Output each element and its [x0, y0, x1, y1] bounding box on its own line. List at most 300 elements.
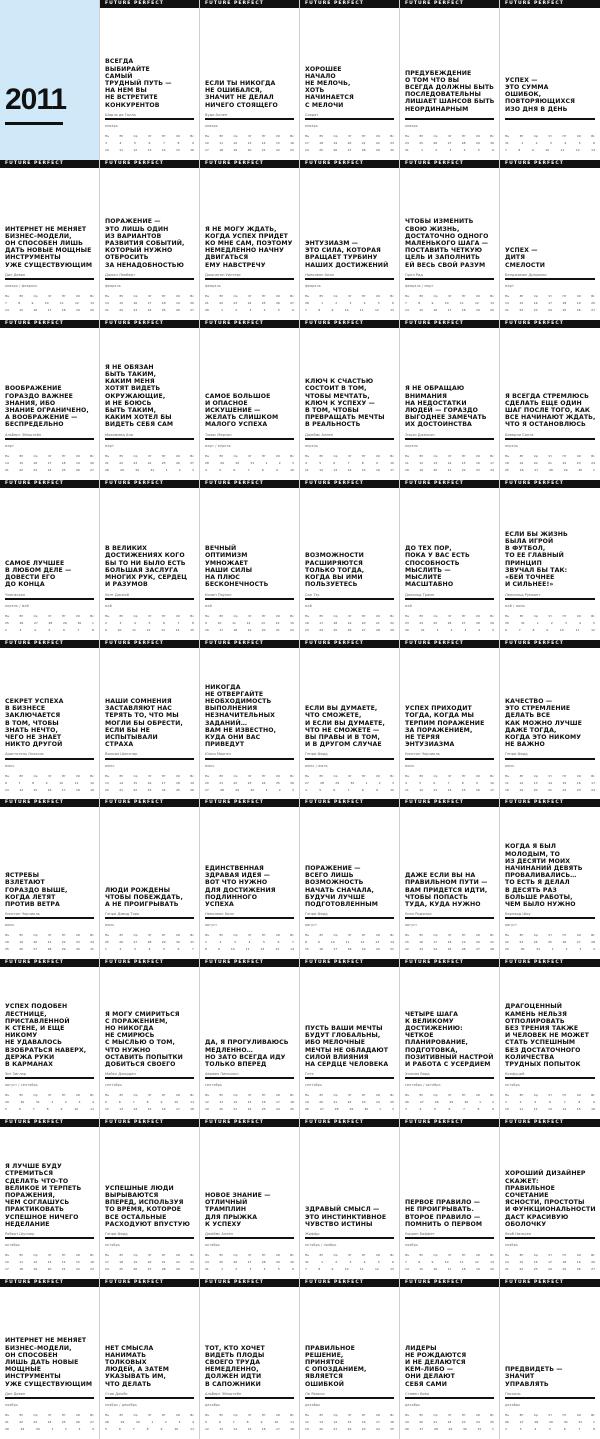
quote-card — [0, 1279, 100, 1439]
weekday-row — [405, 294, 494, 299]
day-number: 18 — [505, 460, 509, 465]
day-number: 25 — [261, 300, 266, 305]
day-number: 13 — [90, 300, 94, 305]
day-number: 30 — [35, 1427, 40, 1431]
day-number: 30 — [135, 1420, 140, 1424]
day-number: 8 — [92, 627, 94, 632]
quote-text: ЕСЛИ БЫ ЖИЗНЬ БЫЛА ИГРОЙ В ФУТБОЛ, ТО ЕЕ ГЛАВНЫЙ ПРИНЦИП ЗВУЧАЛ БЫ ТАК: «БЕЙ ТОЧНЕЕ И СИЛЬНЕЕ!» — [505, 530, 568, 589]
weekday-label: Ср — [33, 1093, 38, 1098]
day-number: 1 — [92, 620, 94, 625]
quote-author: Уилл Роджерс — [405, 912, 432, 917]
weekday-label: Ср — [533, 1253, 538, 1258]
day-number: 30 — [77, 620, 82, 625]
quote-block — [505, 1133, 596, 1236]
day-number: 31 — [505, 141, 509, 145]
weekday-label: Пт — [562, 773, 567, 778]
days-row — [105, 1420, 194, 1425]
week-calendar — [305, 774, 394, 795]
day-number: 4 — [463, 148, 466, 152]
day-number: 27 — [34, 620, 38, 625]
day-number: 8 — [177, 141, 180, 145]
brand-band: FUTURE PERFECT — [300, 640, 399, 648]
weekday-label: Пт — [461, 773, 466, 778]
quote-card — [200, 0, 300, 160]
day-number: 19 — [305, 1100, 309, 1105]
weekday-label: Сб — [276, 613, 280, 618]
weekday-label: Ср — [533, 1413, 538, 1417]
day-number: 14 — [233, 1100, 238, 1105]
day-number: 18 — [5, 940, 9, 945]
weekday-label: Вт — [519, 1253, 524, 1258]
divider-rule — [105, 278, 194, 280]
weekday-label: Сб — [176, 1413, 180, 1417]
day-number: 24 — [375, 1100, 380, 1105]
brand-band: FUTURE PERFECT — [200, 1119, 299, 1127]
divider-rule — [205, 1077, 294, 1079]
month-label: ноябрь — [505, 1243, 519, 1248]
day-number: 5 — [593, 620, 595, 625]
day-number: 11 — [74, 780, 79, 785]
day-number: 27 — [534, 467, 539, 472]
day-number: 18 — [390, 1420, 394, 1424]
weekday-row — [305, 614, 394, 619]
day-number: 9 — [375, 787, 378, 792]
weekday-label: Пн — [105, 134, 110, 138]
quote-author: Уинстон Черчилль — [405, 752, 440, 757]
quote-author: Бернард Шоу — [505, 912, 531, 917]
day-number: 26 — [190, 787, 194, 792]
days-row — [305, 1100, 394, 1105]
quote-card — [200, 1279, 300, 1439]
day-number: 1 — [365, 780, 368, 785]
day-number: 8 — [205, 947, 207, 952]
day-number: 18 — [119, 1260, 124, 1265]
weekday-row — [105, 774, 194, 779]
day-number: 24 — [261, 780, 266, 785]
day-number: 29 — [275, 1260, 280, 1265]
weekday-label: Вт — [219, 773, 224, 778]
weekday-label: Вт — [219, 613, 224, 618]
weekday-row — [505, 1413, 595, 1418]
weekday-row — [305, 1093, 394, 1098]
quote-author: Генри Форд — [505, 752, 528, 757]
day-number: 1 — [51, 1427, 54, 1431]
days-row — [205, 1420, 294, 1425]
day-number: 22 — [505, 940, 509, 945]
day-number: 28 — [490, 947, 494, 952]
quote-author: Энцзи Джексон — [405, 432, 435, 437]
days-row — [205, 1267, 294, 1272]
weekday-label: Пн — [305, 1413, 310, 1417]
week-calendar — [305, 614, 394, 635]
weekday-row — [5, 454, 94, 459]
week-calendar — [505, 614, 595, 635]
day-number: 7 — [505, 148, 507, 152]
day-number: 19 — [75, 307, 80, 312]
weekday-label: Ср — [433, 1253, 438, 1258]
day-number: 17 — [433, 940, 438, 945]
weekday-label: Вт — [419, 453, 424, 458]
weekday-row — [505, 294, 595, 299]
weekday-label: Ср — [433, 613, 438, 618]
weekday-label: Ср — [33, 293, 38, 298]
day-number: 9 — [531, 148, 534, 152]
day-number: 17 — [219, 627, 224, 632]
weekday-row — [5, 1093, 94, 1098]
quote-block — [305, 654, 395, 757]
day-number: 23 — [475, 467, 480, 472]
weekday-label: Пн — [505, 933, 510, 938]
weekday-label: Сб — [476, 1413, 480, 1417]
day-number: 23 — [190, 1260, 194, 1265]
weekday-row — [505, 1093, 595, 1098]
weekday-label: Пн — [5, 1253, 10, 1258]
day-number: 9 — [593, 1100, 595, 1105]
brand-band: FUTURE PERFECT — [500, 640, 600, 648]
quote-text: Я НЕ ОБРАЩАЮ ВНИМАНИЯ НА НЕДОСТАТКИ ЛЮДЕЙ — ГОРАЗДО ВЫГОДНЕЕ ЗАМЕЧАТЬ ИХ ДОСТОИНСТВА — [405, 385, 487, 429]
weekday-row — [105, 1093, 194, 1098]
day-number: 14 — [261, 141, 266, 145]
day-number: 17 — [305, 141, 309, 145]
days-row — [205, 947, 294, 952]
weekday-label: Чт — [548, 613, 553, 618]
weekday-label: Вт — [19, 453, 24, 458]
quote-block — [305, 14, 395, 117]
weekday-row — [305, 1253, 394, 1258]
day-number: 29 — [449, 1100, 454, 1105]
day-number: 17 — [375, 1420, 380, 1424]
day-number: 15 — [75, 1260, 80, 1265]
day-number: 6 — [433, 780, 436, 785]
days-row — [305, 947, 394, 952]
days-row — [405, 1107, 494, 1112]
day-number: 27 — [461, 620, 466, 625]
day-number: 4 — [578, 620, 581, 625]
day-number: 16 — [261, 1100, 266, 1105]
weekday-label: Вт — [419, 293, 424, 298]
day-number: 22 — [375, 141, 380, 145]
days-row — [105, 148, 194, 153]
day-number: 24 — [305, 148, 309, 152]
quote-text: ПУСТЬ ВАШИ МЕЧТЫ БУДУТ ГЛОБАЛЬНЫ, ИБО МЕЛОЧНЫЕ МЕЧТЫ НЕ ОБЛАДАЮТ СИЛОЙ ВЛИЯНИЯ НА СЕРДЦЕ ЧЕЛОВЕКА — [305, 1024, 389, 1068]
day-number: 25 — [5, 947, 9, 952]
day-number: 6 — [492, 148, 494, 152]
quote-block — [105, 973, 195, 1076]
month-label: декабрь — [305, 1403, 321, 1407]
days-row — [105, 1100, 194, 1105]
weekday-label: Вс — [490, 773, 494, 778]
weekday-label: Ср — [433, 773, 438, 778]
day-number: 4 — [34, 627, 36, 632]
brand-band: FUTURE PERFECT — [400, 320, 499, 328]
quote-text: ВОЗМОЖНОСТИ РАСШИРЯЮТСЯ ТОЛЬКО ТОГДА, КОГДА ВЫ ИМИ ПОЛЬЗУЕТЕСЬ — [305, 552, 365, 589]
weekday-label: Пт — [261, 773, 266, 778]
day-number: 13 — [119, 1107, 124, 1112]
day-number: 12 — [305, 1420, 309, 1424]
day-number: 17 — [390, 467, 394, 472]
day-number: 24 — [419, 620, 424, 625]
day-number: 7 — [132, 1100, 135, 1105]
day-number: 1 — [593, 467, 595, 472]
quote-card — [500, 1279, 600, 1439]
days-row — [5, 621, 94, 626]
month-label: июль — [5, 923, 15, 928]
quote-author: Уолт Дисней — [105, 592, 129, 597]
day-number: 22 — [247, 1107, 252, 1112]
quote-author: Дональд Трамп — [405, 592, 435, 597]
quote-card — [500, 480, 600, 640]
day-number: 20 — [419, 1420, 424, 1424]
weekday-label: Чт — [347, 613, 352, 618]
quote-text: ВСЕГДА ВЫБИРАЙТЕ САМЫЙ ТРУДНЫЙ ПУТЬ — НА НЕМ ВЫ НЕ ВСТРЕТИТЕ КОНКУРЕНТОВ — [105, 58, 172, 109]
days-row — [105, 308, 194, 313]
day-number: 22 — [19, 1420, 24, 1424]
weekday-label: Ср — [33, 453, 38, 458]
weekday-label: Пн — [405, 1413, 410, 1417]
weekday-label: Пн — [505, 773, 510, 778]
weekday-label: Чт — [147, 293, 152, 298]
day-number: 15 — [33, 787, 38, 792]
quote-block — [305, 813, 395, 916]
quote-author: Паскаль — [505, 1391, 521, 1396]
day-number: 5 — [434, 1107, 436, 1112]
day-number: 29 — [5, 1100, 9, 1105]
month-label: сентябрь — [205, 1083, 223, 1088]
day-number: 1 — [221, 1267, 224, 1272]
day-number: 12 — [74, 300, 79, 305]
quote-text: ПОРАЖЕНИЕ — ВСЕГО ЛИШЬ ВОЗМОЖНОСТЬ НАЧАТЬ СНАЧАЛА, БУДУЧИ ЛУЧШЕ ПОДГОТОВЛЕННЫМ — [305, 865, 379, 909]
days-row — [105, 788, 194, 793]
day-number: 3 — [519, 1427, 522, 1431]
weekday-label: Пт — [161, 1413, 166, 1417]
weekday-label: Пт — [562, 134, 567, 138]
day-number: 3 — [464, 627, 467, 632]
quote-author: Мохаммед Али — [105, 432, 133, 437]
weekday-label: Пт — [562, 1413, 567, 1417]
days-row — [205, 1260, 294, 1265]
day-number: 5 — [277, 1267, 280, 1272]
weekday-label: Чт — [347, 933, 352, 938]
day-number: 4 — [92, 1427, 94, 1431]
day-number: 6 — [392, 300, 394, 305]
day-number: 3 — [119, 620, 122, 625]
quote-block — [105, 654, 195, 757]
weekday-label: Вт — [319, 1253, 324, 1258]
day-number: 21 — [61, 1267, 66, 1272]
day-number: 17 — [175, 1107, 180, 1112]
quote-card — [400, 0, 500, 160]
month-label: май — [305, 603, 313, 608]
weekday-label: Сб — [76, 1413, 80, 1417]
quote-block — [305, 1133, 395, 1236]
day-number: 19 — [419, 467, 424, 472]
day-number: 18 — [290, 1100, 294, 1105]
weekday-label: Ср — [233, 1253, 238, 1258]
weekday-label: Пн — [105, 293, 110, 298]
day-number: 4 — [248, 940, 251, 945]
day-number: 24 — [405, 141, 409, 145]
brand-band: FUTURE PERFECT — [100, 640, 199, 648]
day-number: 30 — [520, 947, 525, 952]
divider-rule — [305, 1077, 394, 1079]
day-number: 5 — [277, 307, 280, 312]
week-calendar — [305, 1413, 394, 1434]
day-number: 10 — [545, 148, 550, 152]
weekday-label: Сб — [476, 613, 480, 618]
day-number: 20 — [205, 780, 209, 785]
quote-text: ПРЕДУБЕЖДЕНИЕ О ТОМ ЧТО ВЫ ВСЕГДА ДОЛЖНЫ БЫТЬ ПОСЛЕДОВАТЕЛЬНЫ ЛИШАЕТ ШАНСОВ БЫТЬ НЕОРДИНАРНЫМ — [405, 69, 495, 113]
day-number: 15 — [19, 460, 24, 465]
day-number: 23 — [576, 460, 581, 465]
days-row — [505, 468, 595, 473]
day-number: 31 — [578, 1420, 583, 1424]
days-row — [205, 468, 294, 473]
quote-text: ВООБРАЖЕНИЕ ГОРАЗДО ВАЖНЕЕ ЗНАНИЯ, ИБО ЗНАНИЕ ОГРАНИЧЕНО, А ВООБРАЖЕНИЕ — БЕСПРЕДЕЛЬНО — [5, 385, 89, 429]
divider-rule — [205, 278, 294, 280]
day-number: 6 — [292, 307, 294, 312]
weekday-label: Вт — [319, 933, 324, 938]
divider-rule — [5, 278, 94, 280]
quote-block — [5, 654, 95, 757]
day-number: 5 — [377, 300, 380, 305]
weekday-label: Пн — [205, 1413, 210, 1417]
day-number: 27 — [190, 307, 194, 312]
day-number: 26 — [405, 1427, 409, 1431]
brand-band: FUTURE PERFECT — [200, 799, 299, 807]
day-number: 14 — [290, 947, 294, 952]
day-number: 14 — [5, 307, 9, 312]
day-number: 5 — [134, 141, 136, 145]
day-number: 19 — [519, 787, 524, 792]
weekday-label: Чт — [447, 1093, 452, 1098]
quote-author: Орел Рид — [405, 272, 423, 277]
quote-text: ПРАВИЛЬНОЕ РЕШЕНИЕ, ПРИНЯТОЕ С ОПОЗДАНИЕМ, ЯВЛЯЕТСЯ ОШИБКОЙ — [305, 1344, 367, 1388]
day-number: 4 — [519, 1100, 522, 1105]
day-number: 9 — [60, 1107, 63, 1112]
weekday-label: Пт — [562, 613, 567, 618]
weekday-label: Чт — [247, 933, 252, 938]
day-number: 22 — [275, 148, 280, 152]
quote-block — [505, 334, 596, 437]
quote-author: Генри Форд — [105, 1232, 128, 1236]
days-row — [205, 1427, 294, 1432]
day-number: 15 — [461, 460, 466, 465]
weekday-label: Пн — [505, 134, 510, 138]
weekday-label: Вс — [490, 453, 494, 458]
brand-band: FUTURE PERFECT — [300, 1119, 399, 1127]
day-number: 6 — [63, 627, 65, 632]
quote-card — [100, 1279, 200, 1439]
day-number: 26 — [290, 780, 294, 785]
day-number: 26 — [75, 467, 80, 472]
week-calendar — [405, 294, 494, 315]
brand-band: FUTURE PERFECT — [0, 1279, 99, 1287]
day-number: 25 — [319, 148, 324, 152]
month-label: февраль / март — [405, 283, 434, 288]
day-number: 7 — [5, 300, 7, 305]
weekday-label: Пт — [61, 1253, 66, 1258]
quote-author: Альберт Эйнштейн — [5, 432, 42, 437]
days-row — [405, 628, 494, 633]
days-row — [205, 621, 294, 626]
day-number: 7 — [177, 620, 180, 625]
day-number: 31 — [35, 1100, 40, 1105]
day-number: 15 — [519, 1260, 524, 1265]
week-calendar — [205, 1253, 294, 1274]
day-number: 2 — [335, 1260, 338, 1265]
quote-author: Томас Мертон — [205, 432, 232, 437]
month-label: октябрь — [205, 1243, 220, 1248]
quote-author: Юлия Морган — [205, 752, 231, 757]
day-number: 20 — [490, 307, 494, 312]
days-row — [305, 1107, 394, 1112]
days-row — [305, 308, 394, 313]
week-calendar — [5, 1253, 94, 1274]
day-number: 15 — [175, 148, 180, 152]
quote-card — [100, 160, 200, 320]
weekday-label: Ср — [433, 293, 438, 298]
quote-block — [505, 14, 596, 117]
quote-card — [0, 160, 100, 320]
weekday-label: Пт — [161, 613, 166, 618]
month-label: ноябрь / декабрь — [105, 1403, 138, 1407]
day-number: 21 — [47, 940, 52, 945]
days-row — [105, 628, 194, 633]
day-number: 29 — [63, 620, 67, 625]
brand-band: FUTURE PERFECT — [400, 1279, 499, 1287]
week-calendar — [205, 774, 294, 795]
quote-card — [500, 0, 600, 160]
day-number: 3 — [192, 467, 194, 472]
weekday-label: Сб — [276, 1413, 280, 1417]
day-number: 2 — [550, 620, 553, 625]
day-number: 26 — [19, 947, 24, 952]
day-number: 14 — [447, 460, 452, 465]
quote-block — [5, 813, 95, 916]
brand-band: FUTURE PERFECT — [300, 959, 399, 967]
day-number: 3 — [549, 141, 552, 145]
quote-card — [300, 480, 400, 640]
day-number: 13 — [319, 1420, 324, 1424]
day-number: 20 — [591, 1260, 595, 1265]
weekday-label: Вс — [490, 1253, 494, 1258]
day-number: 27 — [90, 1420, 94, 1424]
day-number: 12 — [233, 141, 238, 145]
day-number: 29 — [490, 620, 494, 625]
day-number: 30 — [250, 787, 255, 792]
days-row — [305, 148, 394, 153]
day-number: 23 — [361, 1427, 366, 1431]
weekday-label: Чт — [447, 1253, 452, 1258]
weekday-label: Вт — [319, 1093, 324, 1098]
day-number: 23 — [419, 947, 424, 952]
weekday-row — [5, 1253, 94, 1258]
day-number: 5 — [419, 780, 422, 785]
brand-band: FUTURE PERFECT — [400, 1119, 499, 1127]
quote-block — [305, 973, 395, 1076]
day-number: 14 — [390, 940, 394, 945]
weekday-label: Чт — [47, 773, 52, 778]
weekday-label: Вс — [190, 1093, 194, 1098]
weekday-label: Сб — [376, 293, 380, 298]
days-row — [105, 1267, 194, 1272]
brand-band: FUTURE PERFECT — [200, 1279, 299, 1287]
quote-author: Вуди Аллен — [205, 112, 228, 117]
weekday-label: Ср — [333, 134, 338, 138]
quote-block — [105, 1293, 195, 1396]
day-number: 23 — [533, 1267, 538, 1272]
day-number: 25 — [275, 780, 280, 785]
